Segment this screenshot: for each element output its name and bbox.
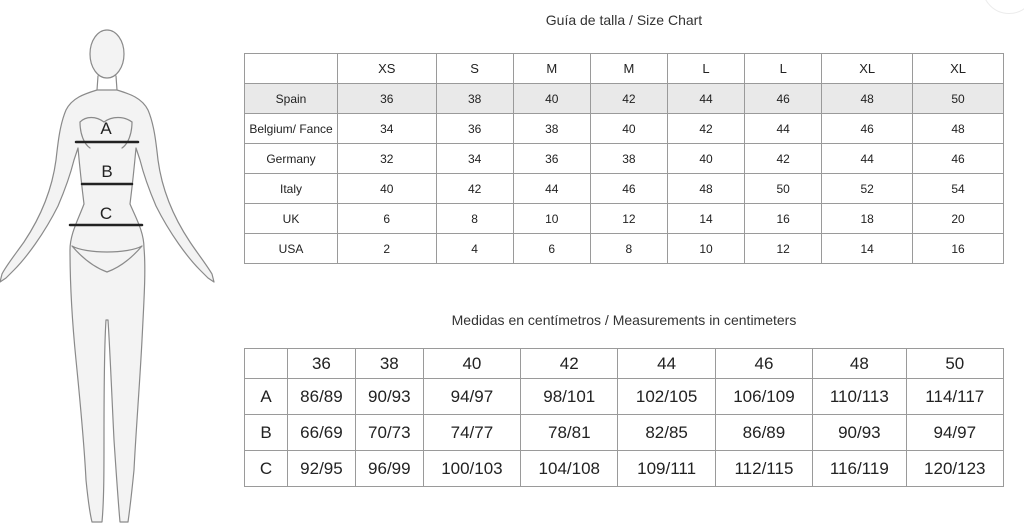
table-cell: 12 [745, 234, 822, 264]
table-cell: 6 [513, 234, 590, 264]
table-cell: 100/103 [423, 451, 520, 487]
table-cell: 32 [338, 144, 437, 174]
table-cell: 6 [338, 204, 437, 234]
column-header: S [436, 54, 513, 84]
table-cell: 46 [590, 174, 667, 204]
table-cell: 86/89 [715, 415, 812, 451]
table-cell: 12 [590, 204, 667, 234]
table-cell: 50 [745, 174, 822, 204]
column-header [245, 349, 288, 379]
table-row [245, 415, 1004, 451]
table-cell: 104/108 [521, 451, 618, 487]
table-cell: 10 [513, 204, 590, 234]
table-cell: 54 [913, 174, 1004, 204]
body-figure-illustration [0, 20, 245, 524]
table-cell: 40 [338, 174, 437, 204]
table-cell: 52 [822, 174, 913, 204]
table-row [245, 114, 1004, 144]
table-cell: 48 [913, 114, 1004, 144]
table-cell: 4 [436, 234, 513, 264]
table-header-row [245, 349, 1004, 379]
table-cell: 16 [913, 234, 1004, 264]
table-cell: 20 [913, 204, 1004, 234]
row-label: B [245, 415, 288, 451]
size-chart-table [244, 53, 1004, 264]
table-cell: 86/89 [288, 379, 356, 415]
table-row [245, 174, 1004, 204]
column-header: 38 [355, 349, 423, 379]
table-cell: 74/77 [423, 415, 520, 451]
table-header-row [245, 54, 1004, 84]
column-header: 46 [715, 349, 812, 379]
table-cell: 110/113 [813, 379, 906, 415]
table-cell: 8 [436, 204, 513, 234]
table-cell: 36 [513, 144, 590, 174]
table-cell: 44 [667, 84, 744, 114]
measurements-title: Medidas en centímetros / Measurements in centimeters [451, 312, 797, 328]
table-cell: 98/101 [521, 379, 618, 415]
row-label: A [245, 379, 288, 415]
table-row [245, 379, 1004, 415]
figure-label-a: A [100, 119, 112, 138]
table-cell: 42 [590, 84, 667, 114]
table-cell: 36 [338, 84, 437, 114]
row-label: UK [245, 204, 338, 234]
table-cell: 46 [913, 144, 1004, 174]
table-row [245, 84, 1004, 114]
table-row [245, 204, 1004, 234]
size-chart-title: Guía de talla / Size Chart [545, 12, 703, 28]
table-cell: 34 [436, 144, 513, 174]
figure-label-b: B [101, 162, 113, 181]
table-cell: 42 [745, 144, 822, 174]
table-cell: 82/85 [618, 415, 715, 451]
column-header: M [590, 54, 667, 84]
table-cell: 70/73 [355, 415, 423, 451]
table-cell: 78/81 [521, 415, 618, 451]
table-cell: 44 [513, 174, 590, 204]
table-cell: 48 [667, 174, 744, 204]
row-label: Spain [245, 84, 338, 114]
table-cell: 46 [745, 84, 822, 114]
figure-label-c: C [99, 204, 113, 223]
column-header: 42 [521, 349, 618, 379]
table-cell: 44 [745, 114, 822, 144]
column-header: 44 [618, 349, 715, 379]
table-cell: 50 [913, 84, 1004, 114]
row-label: Germany [245, 144, 338, 174]
table-cell: 34 [338, 114, 437, 144]
table-cell: 120/123 [906, 451, 1003, 487]
table-cell: 42 [436, 174, 513, 204]
column-header: XS [338, 54, 437, 84]
table-cell: 36 [436, 114, 513, 144]
column-header: 40 [423, 349, 520, 379]
table-cell: 102/105 [618, 379, 715, 415]
table-row [245, 451, 1004, 487]
table-cell: 48 [822, 84, 913, 114]
table-cell: 116/119 [813, 451, 906, 487]
row-label: C [245, 451, 288, 487]
table-cell: 8 [590, 234, 667, 264]
table-cell: 42 [667, 114, 744, 144]
table-cell: 14 [667, 204, 744, 234]
table-cell: 114/117 [906, 379, 1003, 415]
table-cell: 38 [590, 144, 667, 174]
table-row [245, 144, 1004, 174]
table-cell: 106/109 [715, 379, 812, 415]
column-header: 48 [813, 349, 906, 379]
table-cell: 18 [822, 204, 913, 234]
column-header: 36 [288, 349, 356, 379]
column-header: M [513, 54, 590, 84]
table-cell: 2 [338, 234, 437, 264]
table-row [245, 234, 1004, 264]
table-cell: 40 [590, 114, 667, 144]
column-header [245, 54, 338, 84]
column-header: XL [822, 54, 913, 84]
table-cell: 38 [513, 114, 590, 144]
table-cell: 46 [822, 114, 913, 144]
table-cell: 38 [436, 84, 513, 114]
table-cell: 16 [745, 204, 822, 234]
table-cell: 90/93 [355, 379, 423, 415]
row-label: Belgium/ Fance [245, 114, 338, 144]
table-cell: 109/111 [618, 451, 715, 487]
row-label: USA [245, 234, 338, 264]
table-cell: 40 [667, 144, 744, 174]
table-cell: 96/99 [355, 451, 423, 487]
table-cell: 90/93 [813, 415, 906, 451]
column-header: L [745, 54, 822, 84]
table-cell: 44 [822, 144, 913, 174]
column-header: 50 [906, 349, 1003, 379]
row-label: Italy [245, 174, 338, 204]
table-cell: 14 [822, 234, 913, 264]
column-header: L [667, 54, 744, 84]
table-cell: 92/95 [288, 451, 356, 487]
table-cell: 66/69 [288, 415, 356, 451]
table-cell: 94/97 [423, 379, 520, 415]
column-header: XL [913, 54, 1004, 84]
table-cell: 10 [667, 234, 744, 264]
measurements-table [244, 348, 1004, 487]
table-cell: 94/97 [906, 415, 1003, 451]
table-cell: 112/115 [715, 451, 812, 487]
table-cell: 40 [513, 84, 590, 114]
